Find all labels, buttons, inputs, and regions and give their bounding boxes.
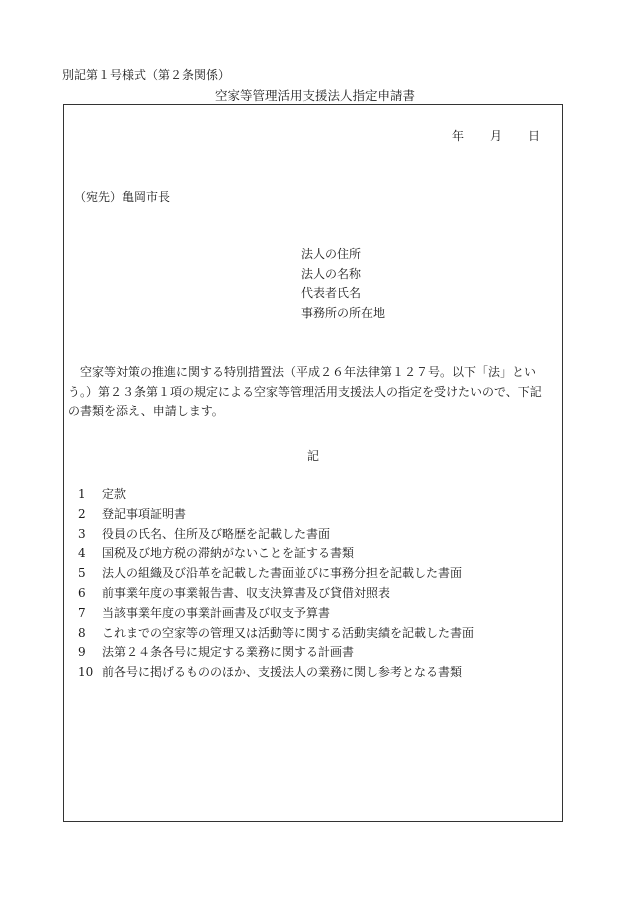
date-day-label: 日 (527, 129, 540, 143)
document-title: 空家等管理活用支援法人指定申請書 (214, 88, 415, 103)
list-item-number: 10 (78, 665, 94, 680)
list-item-text: 前事業年度の事業報告書、収支決算書及び貸借対照表 (102, 585, 391, 600)
list-item-text: 当該事業年度の事業計画書及び収支予算書 (102, 605, 331, 620)
list-item (78, 584, 474, 604)
list-item (78, 525, 474, 545)
applicant-name-label: 法人の名称 (301, 266, 362, 281)
list-item (78, 505, 474, 525)
list-item-number: 9 (78, 645, 86, 660)
list-item-text: 前各号に掲げるもののほか、支援法人の業務に関し参考となる書類 (102, 665, 463, 680)
ki-heading: 記 (306, 449, 319, 463)
list-item (78, 544, 474, 564)
applicant-block (301, 245, 385, 323)
list-item-number: 7 (78, 605, 86, 620)
date-line (452, 127, 540, 144)
list-item-number: 2 (78, 506, 86, 521)
application-form-frame (63, 104, 563, 822)
list-item (78, 604, 474, 624)
list-item (78, 663, 474, 683)
list-item-text: 法人の組織及び沿革を記載した書面並びに事務分担を記載した書面 (102, 566, 463, 581)
list-item (78, 485, 474, 505)
list-item-number: 3 (78, 526, 86, 541)
list-item (78, 624, 474, 644)
form-number-label: 別記第１号様式（第２条関係） (62, 68, 231, 82)
attachment-list (78, 485, 474, 683)
applicant-address-label: 法人の住所 (301, 247, 362, 261)
list-item-number: 6 (78, 585, 86, 600)
date-year-label: 年 (451, 129, 464, 143)
list-item-number: 1 (78, 487, 86, 501)
list-item (78, 643, 474, 663)
body-line: 空家等対策の推進に関する特別措置法（平成２６年法律第１２７号。以下「法」とい (68, 365, 537, 379)
body-line: の書類を添え、申請します。 (68, 404, 224, 418)
applicant-office-label: 事務所の所在地 (301, 305, 386, 320)
list-item-number: 5 (78, 566, 86, 581)
list-item (78, 564, 474, 584)
list-item-text: 登記事項証明書 (102, 506, 187, 521)
application-body-text (68, 363, 562, 422)
applicant-representative-label: 代表者氏名 (301, 286, 362, 300)
list-item-text: これまでの空家等の管理又は活動等に関する活動実績を記載した書面 (102, 625, 475, 640)
list-item-number: 8 (78, 625, 86, 640)
list-item-text: 役員の氏名、住所及び略歴を記載した書面 (102, 526, 331, 541)
date-month-label: 月 (489, 129, 502, 143)
list-item-number: 4 (78, 546, 86, 561)
list-item-text: 定款 (102, 487, 127, 501)
list-item-text: 国税及び地方税の滞納がないことを証する書類 (102, 546, 355, 561)
addressee: （宛先）亀岡市長 (74, 190, 171, 204)
body-line: う。）第２３条第１項の規定による空家等管理活用支援法人の指定を受けたいので、下記 (68, 384, 542, 399)
list-item-text: 法第２４条各号に規定する業務に関する計画書 (102, 645, 355, 660)
